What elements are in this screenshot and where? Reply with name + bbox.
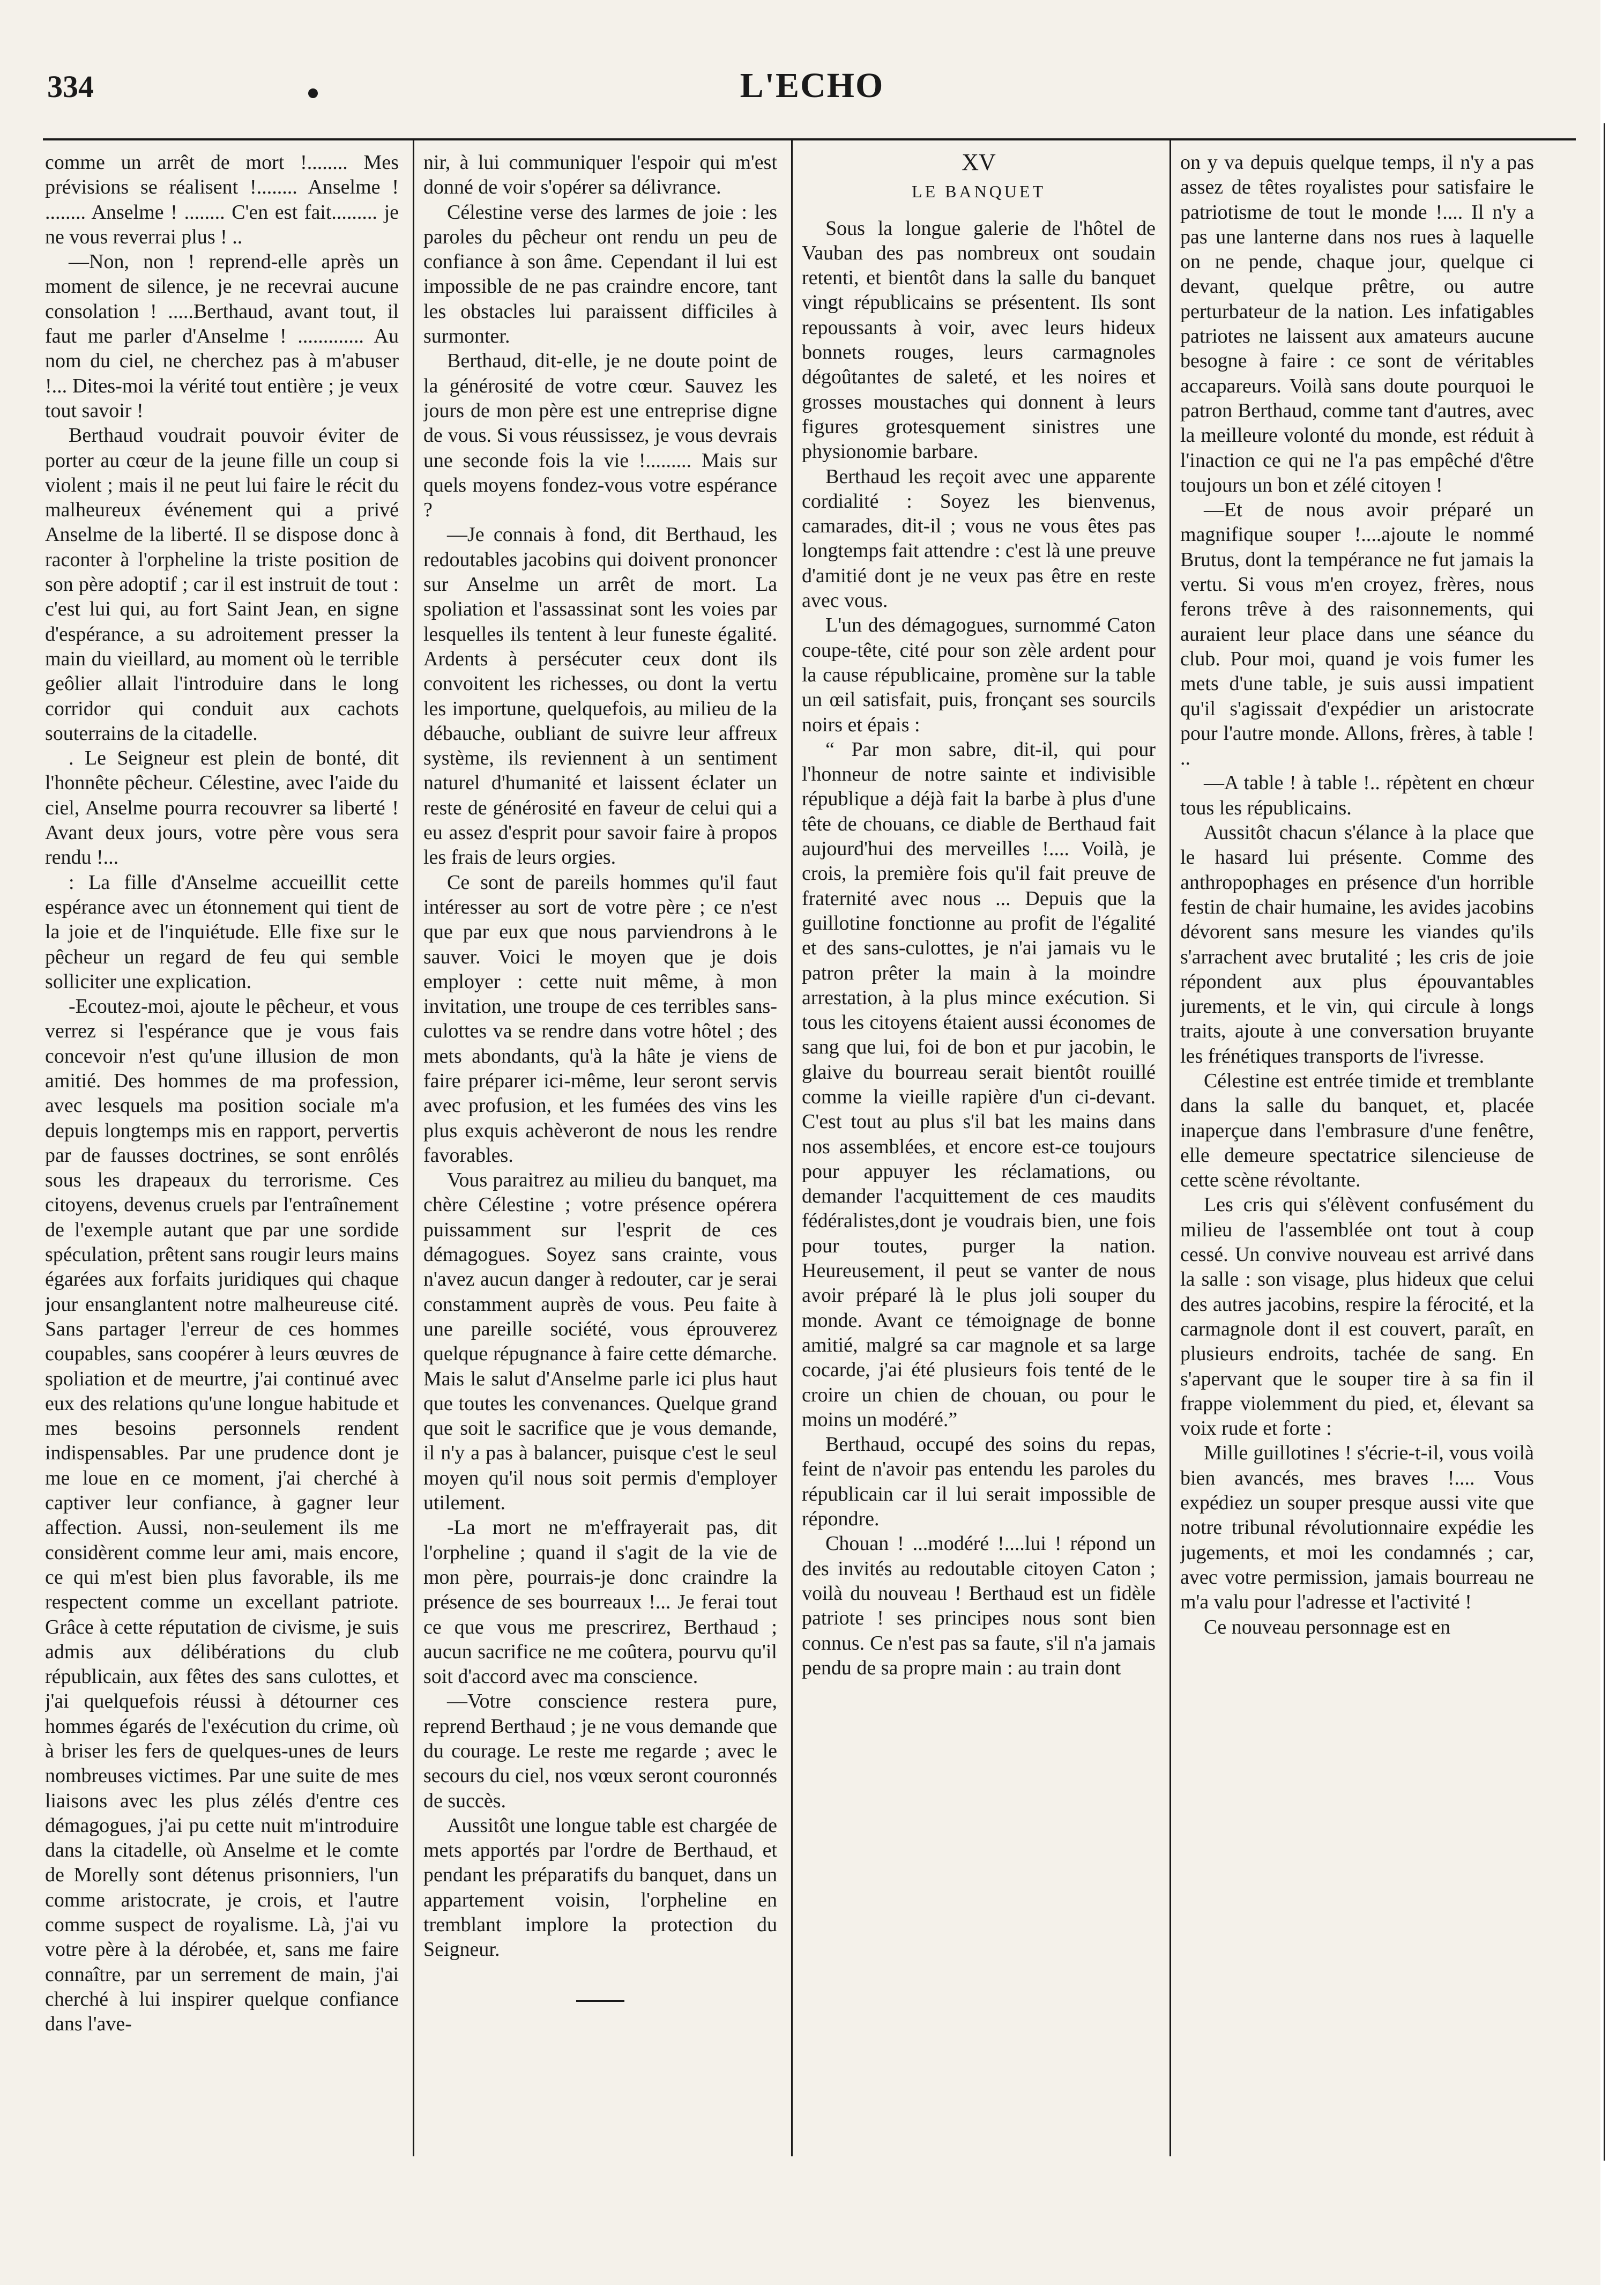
text-column-1 [45,150,399,2037]
paragraph: L'un des démagogues, surnommé Caton coupe-tête, cité pour son zèle ardent pour la cause républicaine, promène sur la table un œil satisfait, puis, fronçant ses sourcils noirs et épais : [802,614,1156,736]
column-rule [791,140,793,2156]
paragraph: Les cris qui s'élèvent confusément du milieu de l'assemblée ont tout à coup cessé. Un convive nouveau est arrivé dans la salle : son visage, plus hideux que celui des autres jacobins, respire la férocité, et la carmagnole dont il est couvert, paraît, en plusieurs endroits, tachée de sang. En s'apervant que le souper tire à sa fin il frappe violemment du pied, et, élevant sa voix rude et forte : [1180,1193,1534,1440]
paragraph: Berthaud, dit-elle, je ne doute point de la générosité de votre cœur. Sauvez les jours de mon père est une entreprise digne de vous. Si vous réussissez, je vous devrais une seconde fois la vie !......... Mais sur quels moyens fondez-vous votre espérance ? [423,350,777,522]
paragraph: Berthaud les reçoit avec une apparente cordialité : Soyez les bienvenus, camarades, dit-il ; vous ne vous êtes pas longtemps fait attendre : c'est là une preuve d'amitié dont je ne veux pas être en reste avec vous. [802,465,1156,612]
paragraph: Célestine est entrée timide et tremblante dans la salle du banquet, et, placée inaperçue dans l'embrasure d'une fenêtre, elle demeure spectatrice silencieuse de cette scène révoltante. [1180,1069,1534,1192]
paragraph: Berthaud, occupé des soins du repas, feint de n'avoir pas entendu les paroles du républicain car il lui serait impossible de répondre. [802,1433,1156,1531]
paragraph: : La fille d'Anselme accueillit cette espérance avec un étonnement qui tient de la joie et de l'inquiétude. Elle fixe sur le pêcheur un regard de feu qui semble solliciter une explication. [45,871,399,993]
paragraph: —Je connais à fond, dit Berthaud, les redoutables jacobins qui doivent prononcer sur Anselme un arrêt de mort. La spoliation et l'assassinat sont les voies par lesquelles ils tentent à leur funeste égalité. Ardents à persécuter ceux dont ils convoitent les richesses, ou dont la vertu les importune, quelquefois, au milieu de la débauche, oubliant de suivre leur affreux système, ils reviennent à un sentiment naturel d'humanité et laissent éclater un reste de générosité en faveur de celui qui a eu assez d'esprit pour savoir faire à propos les frais de leurs orgies. [423,523,777,869]
paragraph: Chouan ! ...modéré !....lui ! répond un des invités au redoutable citoyen Caton ; voilà du nouveau ! Berthaud est un fidèle patriote ! ses principes nous sont bien connus. Ce n'est pas sa faute, s'il n'a jamais pendu de sa propre main : au train dont [802,1532,1156,1679]
paragraph: —Votre conscience restera pure, reprend Berthaud ; je ne vous demande que du courage. Le reste me regarde ; avec le secours du ciel, nos vœux seront couronnés de succès. [423,1690,777,1812]
paragraph: on y va depuis quelque temps, il n'y a pas assez de têtes royalistes pour satisfaire le patriotisme de tout le monde !.... Il n'y a pas une lanterne dans nos rues à laquelle on ne pende, chaque jour, quelque ci devant, quelque prêtre, ou autre perturbateur de la nation. Les infatigables patriotes ne laissent aux amateurs aucune besogne à faire : ce sont de véritables accapareurs. Voilà sans doute pourquoi le patron Berthaud, comme tant d'autres, avec la meilleure volonté du monde, est réduit à l'inaction ce qui ne l'a pas empêché d'être toujours un bon et zélé citoyen ! [1180,151,1534,496]
page-edge [1600,0,1624,2285]
paragraph: —Et de nous avoir préparé un magnifique souper !....ajoute le nommé Brutus, dont la tempérance ne fut jamais la vertu. Si vous m'en croyez, frères, nous ferons trêve à des raisonnements, qui auraient leur place dans une séance du club. Pour moi, quand je vois fumer les mets d'une table, je suis aussi impatient qu'il s'agissait d'expédier un aristocrate pour l'autre monde. Allons, frères, à table ! .. [1180,499,1534,770]
header-rule [43,138,1576,140]
page-header [0,0,1624,123]
paragraph: Berthaud voudrait pouvoir éviter de porter au cœur de la jeune fille un coup si violent ; mais il ne peut lui faire le récit du malheureux événement qui a privé Anselme de la liberté. Il se dispose donc à raconter à l'orpheline la triste position de son père adoptif ; car il est instruit de tout : c'est lui qui, au fort Saint Jean, en signe d'espérance, a su adroitement presser la main du vieillard, au moment où le terrible geôlier allait l'introduire dans le long corridor qui conduit aux cachots souterrains de la citadelle. [45,424,399,745]
paragraph: -Ecoutez-moi, ajoute le pêcheur, et vous verrez si l'espérance que je vous fais concevoir n'est qu'une illusion de mon amitié. Des hommes de ma profession, avec lesquels ma position sociale m'a depuis longtemps mis en rapport, pervertis par de fausses doctrines, se sont enrôlés sous les drapeaux du terrorisme. Ces citoyens, devenus cruels par l'entraînement de l'exemple autant que par une sordide spéculation, prêtent sans rougir leurs mains égarées aux forfaits juridiques qui chaque jour ensanglantent notre malheureuse cité. Sans partager l'erreur de ces hommes coupables, sans coopérer à leurs œuvres de spoliation et de meurtre, j'ai continué avec eux des relations qu'une longue habitude et mes besoins personnels rendent indispensables. Par une prudence dont je me loue en ce moment, j'ai cherché à captiver leur confiance, à gagner leur affection. Aussi, non-seulement ils me considèrent comme leur ami, mais encore, ce qui m'est bien plus favorable, ils me respectent comme un excellant patriote. Grâce à cette réputation de civisme, je suis admis aux délibérations du club républicain, aux fêtes des sans culottes, et j'ai quelquefois réussi à détourner ces hommes égarés de l'exécution du crime, où à briser les fers de quelques-unes de leurs nombreuses victimes. Par une suite de mes liaisons avec les plus zélés d'entre ces démagogues, j'ai pu cette nuit m'introduire dans la citadelle, où Anselme et le comte de Morelly sont détenus prisonniers, l'un comme aristocrate, je crois, et l'autre comme suspect de royalisme. Là, j'ai vu votre père à la dérobée, et, sans me faire connaître, par un serrement de main, j'ai cherché à lui inspirer quelque confiance dans l'ave- [45,995,399,2036]
paragraph: —Non, non ! reprend-elle après un moment de silence, je ne recevrai aucune consolation ! .....Berthaud, avant tout, il faut me parler d'Anselme ! ............. Au nom du ciel, ne cherchez pas à m'abuser !... Dites-moi la vérité tout entière ; je veux tout savoir ! [45,250,399,422]
paragraph: -La mort ne m'effrayerait pas, dit l'orpheline ; quand il s'agit de la vie de mon père, pourrais-je donc craindre la présence de ses bourreaux !... Je ferai tout ce que vous me prescrirez, Berthaud ; aucun sacrifice ne me coûtera, pourvu qu'il soit d'accord avec ma conscience. [423,1516,777,1688]
column-rule [1169,140,1171,2156]
text-column-3 [802,150,1156,1680]
section-end-dash [576,2000,624,2002]
text-column-4 [1180,150,1534,1639]
paragraph: Aussitôt une longue table est chargée de mets apportés par l'ordre de Berthaud, et pendant les préparatifs du banquet, dans un appartement voisin, l'orpheline en tremblant implore la protection du Seigneur. [423,1814,777,1961]
paragraph: Aussitôt chacun s'élance à la place que le hasard lui présente. Comme des anthropophages en présence d'un horrible festin de chair humaine, les avides jacobins dévorent sans mesure les viandes qu'ils s'arrachent avec brutalité ; les cris de joie répondent aux plus épouvantables jurements, et le vin, qui circule à longs traits, ajoute à une conversation bruyante les frénétiques transports de l'ivresse. [1180,821,1534,1067]
paragraph: Ce nouveau personnage est en [1204,1615,1451,1638]
chapter-title: LE BANQUET [912,182,1046,202]
page-edge-line [1604,123,1605,2161]
paragraph: —A table ! à table !.. répètent en chœur tous les républicains. [1180,771,1534,819]
paragraph: Ce sont de pareils hommes qu'il faut intéresser au sort de votre père ; ce n'est que par eux que nous parviendrons à le sauver. Voici le moyen que je dois employer : cette nuit même, à mon invitation, une troupe de ces terribles sans-culottes va se rendre dans votre hôtel ; des mets abondants, qu'à la hâte je viens de faire préparer ici-même, leur seront servis avec profusion, et les fumées des vins les plus exquis achèveront de nous les rendre favorables. [423,871,777,1167]
column-rule [413,140,414,2156]
paragraph: Célestine verse des larmes de joie : les paroles du pêcheur ont rendu un peu de confiance à son âme. Cependant il lui est impossible de ne pas craindre encore, tant les obstacles lui paraissent difficiles à surmonter. [423,201,777,348]
paragraph: Sous la longue galerie de l'hôtel de Vauban des pas nombreux ont soudain retenti, et bientôt dans la salle du banquet vingt républicains se présentent. Ils sont repoussants à voir, avec leurs hideux bonnets rouges, leurs carmagnoles dégoûtantes de saleté, et les noires et grosses moustaches qui donnent à leurs figures grotesquement sinistres une physionomie barbare. [802,217,1156,463]
paragraph: “ Par mon sabre, dit-il, qui pour l'honneur de notre sainte et indivisible république a déjà fait la barbe à plus d'une tête de chouans, ce diable de Berthaud fait aujourd'hui des merveilles !.... Voilà, je crois, la première fois qu'il fait preuve de fraternité avec nous ... Depuis que la guillotine fonctionne au profit de l'égalité et des sans-culottes, je n'ai jamais vu le patron prêter la main à la moindre arrestation, à la plus mince exécution. Si tous les citoyens étaient aussi économes de sang que lui, foi de bon et pur jacobin, le glaive du bourreau serait bientôt rouillé comme la vieille rapière d'un ci-devant. C'est tout au plus s'il bat les mains dans nos assemblées, et encore est-ce toujours pour appuyer les réclamations, ou demander l'acquittement de ces maudits fédéralistes,dont je voudrais bien, une fois pour toutes, purger la nation. Heureusement, il peut se vanter de nous avoir préparé là le plus joli souper du monde. Avant ce témoignage de bonne amitié, malgré sa car magnole et sa large cocarde, j'ai été plusieurs fois tenté de le croire un chien de chouan, ou pour le moins un modéré.” [802,738,1156,1431]
chapter-number: XV [962,150,996,175]
text-column-2 [423,150,777,2002]
paragraph: . Le Seigneur est plein de bonté, dit l'honnête pêcheur. Célestine, avec l'aide du ciel, Anselme pourra recouvrer sa liberté ! Avant deux jours, votre père vous sera rendu !... [45,747,399,869]
paragraph: Vous paraitrez au milieu du banquet, ma chère Célestine ; votre présence opérera puissamment sur l'esprit de ces démagogues. Soyez sans crainte, vous n'avez aucun danger à redouter, car je serai constamment auprès de vous. Peu faite à une pareille société, vous éprouverez quelque répugnance à faire cette démarche. Mais le salut d'Anselme parle ici plus haut que toutes les convenances. Quelque grand que soit le sacrifice que je vous demande, il n'y a pas à balancer, puisque c'est le seul moyen qu'il nous soit permis d'employer utilement. [423,1169,777,1515]
page-number: 334 [47,69,94,104]
paragraph: Mille guillotines ! s'écrie-t-il, vous voilà bien avancés, mes braves !.... Vous expédiez un souper presque aussi vite que notre tribunal révolutionnaire expédie les jugements, et moi les condamnés ; car, avec votre permission, jamais bourreau ne m'a valu pour l'adresse et l'activité ! [1180,1442,1534,1614]
paragraph: comme un arrêt de mort !........ Mes prévisions se réalisent !........ Anselme ! ........ Anselme ! ........ C'en est fait......... je ne vous reverrai plus ! .. [45,151,399,248]
journal-title: L'ECHO [740,66,884,105]
paragraph: nir, à lui communiquer l'espoir qui m'est donné de voir s'opérer sa délivrance. [423,151,777,199]
